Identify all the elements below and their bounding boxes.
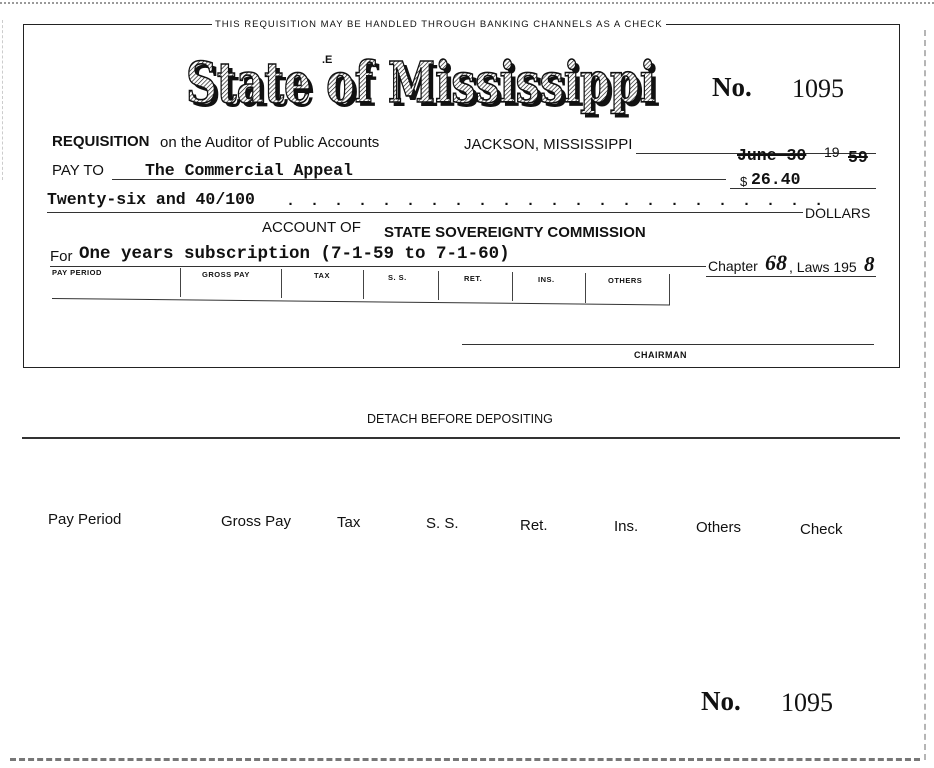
payroll-divider [669, 274, 670, 305]
stub-header-ret: Ret. [520, 517, 548, 534]
amount-line [730, 188, 876, 189]
amount-words-line [47, 212, 803, 213]
date-year: 59 [848, 148, 868, 167]
amount-figure: 26.40 [751, 170, 801, 189]
payroll-divider [438, 271, 439, 300]
stub-header-check: Check [800, 521, 843, 538]
dollar-sign: $ [740, 174, 748, 189]
amount-leader: . . . . . . . . . . . . . . . . . . . . . . . [286, 193, 827, 210]
title-mark: .E [322, 54, 333, 66]
page-top-edge [0, 2, 934, 4]
stub-header-ins: Ins. [614, 518, 639, 535]
payroll-header-ins: INS. [538, 275, 555, 284]
payroll-divider [180, 268, 181, 297]
payroll-header-gross-pay: GROSS PAY [202, 270, 250, 279]
chairman-label: CHAIRMAN [634, 350, 687, 360]
date-century: 19 [824, 144, 840, 160]
payroll-header-ss: S. S. [388, 273, 407, 282]
laws-label: , Laws 195 [789, 259, 857, 275]
page-left-edge [2, 20, 3, 180]
payroll-header-tax: TAX [314, 271, 330, 280]
chapter-label: Chapter [708, 258, 758, 274]
payroll-divider [512, 272, 513, 301]
svg-text:State of Mississippi: State of Mississippi [186, 50, 656, 116]
payroll-header-ret: RET. [464, 274, 483, 283]
requisition-number: 1095 [792, 74, 844, 103]
payee: The Commercial Appeal [145, 161, 353, 180]
requisition-label: REQUISITION [52, 133, 150, 150]
account-name: STATE SOVEREIGNTY COMMISSION [384, 224, 646, 241]
date-month-day: June 30 [737, 146, 807, 165]
place-text: JACKSON, MISSISSIPPI [464, 136, 633, 153]
stub-header-tax: Tax [337, 514, 361, 531]
detach-label: DETACH BEFORE DEPOSITING [367, 412, 553, 426]
stub-header-pay-period: Pay Period [48, 511, 122, 528]
purpose-line [50, 266, 706, 267]
account-label: ACCOUNT OF [262, 219, 361, 236]
top-notice: THIS REQUISITION MAY BE HANDLED THROUGH BANKING CHANNELS AS A CHECK [212, 19, 666, 30]
page-bottom-edge [10, 758, 920, 761]
page-right-edge [924, 30, 926, 760]
purpose-label: For [50, 248, 73, 265]
stub-header-ss: S. S. [426, 515, 459, 532]
dollars-label: DOLLARS [805, 205, 871, 221]
stub-number-label: No. [701, 686, 741, 716]
state-of-mississippi-title [178, 40, 668, 120]
svg-text:State of Mississippi: State of Mississippi [190, 54, 660, 120]
stub-header-gross-pay: Gross Pay [221, 513, 292, 530]
laws-year-digit: 8 [864, 252, 875, 276]
payroll-divider [363, 270, 364, 299]
stub-number: 1095 [781, 688, 833, 717]
chapter-number: 68 [765, 250, 787, 275]
chairman-signature-line [462, 344, 874, 345]
stub-header-others: Others [696, 519, 742, 536]
requisition-text: on the Auditor of Public Accounts [160, 134, 380, 151]
payroll-divider [585, 273, 586, 303]
payroll-header-pay-period: PAY PERIOD [52, 268, 102, 277]
chapter-line [706, 276, 876, 277]
payroll-header-others: OTHERS [608, 276, 643, 285]
detach-line [22, 437, 900, 439]
amount-words: Twenty-six and 40/100 [47, 190, 255, 209]
payroll-divider [281, 269, 282, 298]
pay-to-label: PAY TO [52, 162, 104, 179]
number-label: No. [712, 72, 752, 102]
purpose-text: One years subscription (7-1-59 to 7-1-60) [79, 244, 510, 264]
